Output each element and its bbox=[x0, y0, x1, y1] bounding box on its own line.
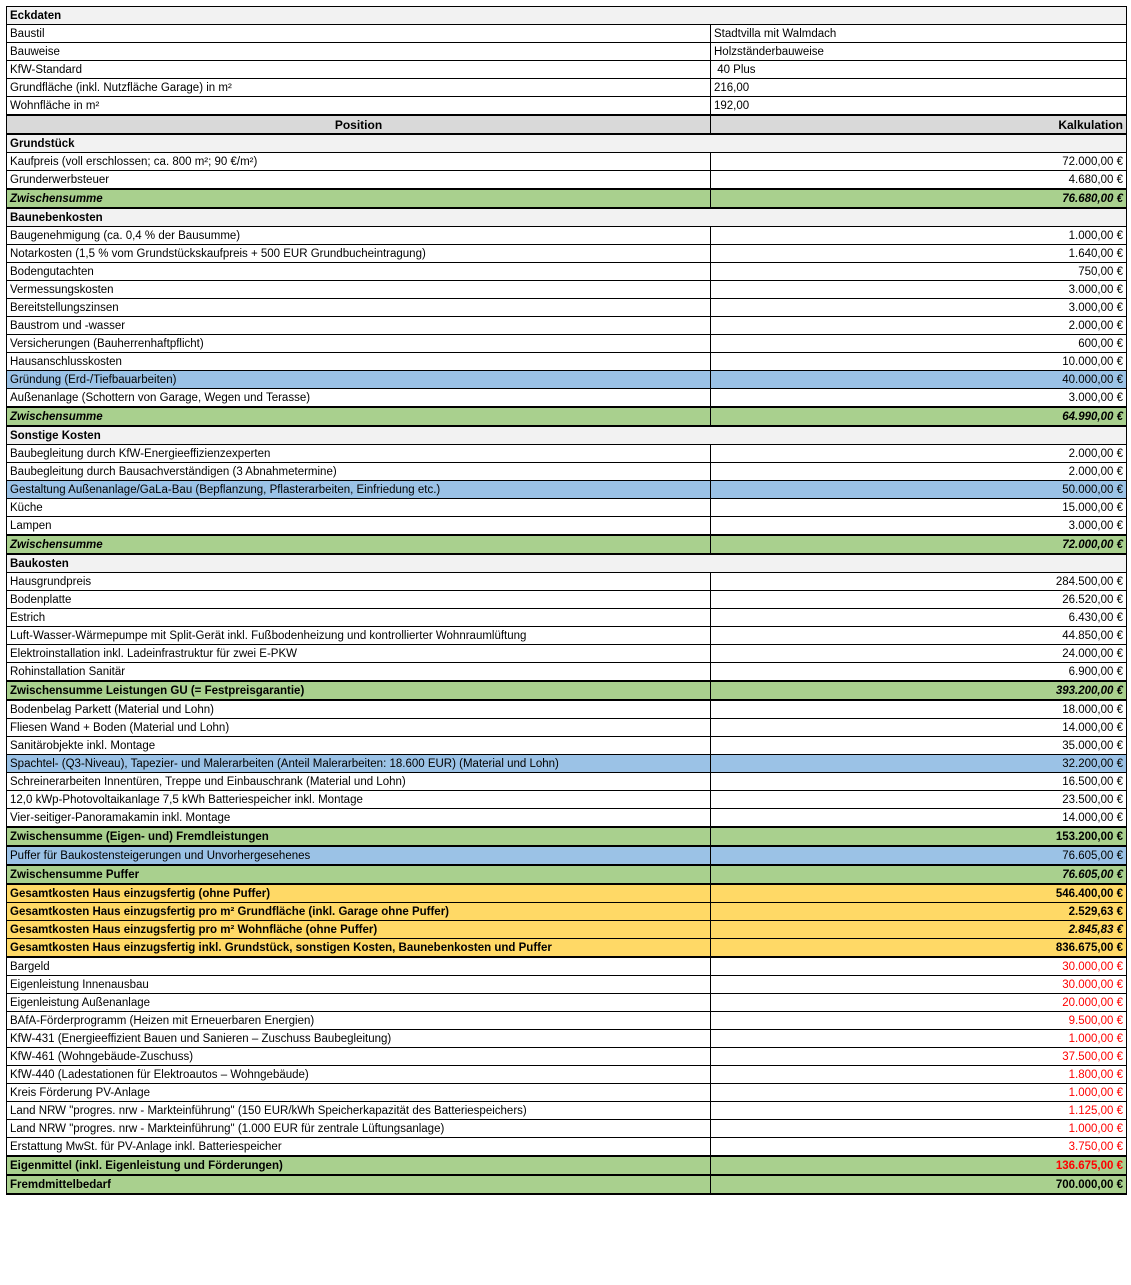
cell-label: Küche bbox=[7, 499, 711, 517]
cell-value: 600,00 € bbox=[711, 335, 1127, 353]
column-header-position: Position bbox=[7, 115, 711, 134]
cell-value: 18.000,00 € bbox=[711, 700, 1127, 719]
table-row bbox=[7, 1102, 1127, 1120]
table-row bbox=[7, 389, 1127, 408]
cell-value: 3.000,00 € bbox=[711, 281, 1127, 299]
cell-label: Schreinerarbeiten Innentüren, Treppe und Einbauschrank (Material und Lohn) bbox=[7, 773, 711, 791]
table-row bbox=[7, 663, 1127, 682]
cost-calculation-table bbox=[6, 6, 1127, 1195]
total-row bbox=[7, 884, 1127, 903]
table-row bbox=[7, 97, 1127, 116]
cell-value: 1.000,00 € bbox=[711, 227, 1127, 245]
cell-label: Baustrom und -wasser bbox=[7, 317, 711, 335]
cell-label: Erstattung MwSt. für PV-Anlage inkl. Batteriespeicher bbox=[7, 1138, 711, 1157]
cell-label: Baubegleitung durch Bausachverständigen (3 Abnahmetermine) bbox=[7, 463, 711, 481]
table-row bbox=[7, 737, 1127, 755]
table-row bbox=[7, 171, 1127, 190]
cell-label: Bodenplatte bbox=[7, 591, 711, 609]
eigenmittel-total-row bbox=[7, 1156, 1127, 1175]
cell-label: Eigenleistung Außenanlage bbox=[7, 994, 711, 1012]
total-label: Gesamtkosten Haus einzugsfertig pro m² Wohnfläche (ohne Puffer) bbox=[7, 921, 711, 939]
cell-label: Land NRW "progres. nrw - Markteinführung" (150 EUR/kWh Speicherkapazität des Batteriespeichers) bbox=[7, 1102, 711, 1120]
cell-value: 2.000,00 € bbox=[711, 445, 1127, 463]
subtotal-label: Zwischensumme bbox=[7, 189, 711, 208]
cell-value: 3.750,00 € bbox=[711, 1138, 1127, 1157]
cell-value: 1.000,00 € bbox=[711, 1084, 1127, 1102]
cell-value: 284.500,00 € bbox=[711, 573, 1127, 591]
total-value: 2.845,83 € bbox=[711, 921, 1127, 939]
table-row bbox=[7, 1012, 1127, 1030]
cell-value: Stadtvilla mit Walmdach bbox=[711, 25, 1127, 43]
table-row bbox=[7, 463, 1127, 481]
table-row bbox=[7, 1048, 1127, 1066]
fremdmittel-value: 700.000,00 € bbox=[711, 1175, 1127, 1194]
subtotal-label: Zwischensumme bbox=[7, 535, 711, 554]
subtotal-row bbox=[7, 535, 1127, 554]
cell-label: Vermessungskosten bbox=[7, 281, 711, 299]
table-row bbox=[7, 245, 1127, 263]
table-row-highlighted bbox=[7, 371, 1127, 389]
cell-label: Luft-Wasser-Wärmepumpe mit Split-Gerät inkl. Fußbodenheizung und kontrollierter Wohnraumlüftung bbox=[7, 627, 711, 645]
subtotal-value: 64.990,00 € bbox=[711, 407, 1127, 426]
cell-label: Puffer für Baukostensteigerungen und Unvorhergesehenes bbox=[7, 846, 711, 865]
subtotal-value: 393.200,00 € bbox=[711, 681, 1127, 700]
subtotal-label: Zwischensumme Leistungen GU (= Festpreisgarantie) bbox=[7, 681, 711, 700]
table-row bbox=[7, 1138, 1127, 1157]
table-row bbox=[7, 719, 1127, 737]
table-row bbox=[7, 353, 1127, 371]
section-header-sonstige bbox=[7, 426, 1127, 445]
cell-value: 3.000,00 € bbox=[711, 517, 1127, 536]
cell-label: Fliesen Wand + Boden (Material und Lohn) bbox=[7, 719, 711, 737]
cell-value: 26.520,00 € bbox=[711, 591, 1127, 609]
cell-label: Grunderwerbsteuer bbox=[7, 171, 711, 190]
total-label: Gesamtkosten Haus einzugsfertig (ohne Puffer) bbox=[7, 884, 711, 903]
cell-value: 216,00 bbox=[711, 79, 1127, 97]
total-value: 2.529,63 € bbox=[711, 903, 1127, 921]
cell-value: 1.640,00 € bbox=[711, 245, 1127, 263]
subtotal-row bbox=[7, 189, 1127, 208]
table-row bbox=[7, 227, 1127, 245]
table-row bbox=[7, 609, 1127, 627]
cell-label: Baustil bbox=[7, 25, 711, 43]
subtotal-value: 76.680,00 € bbox=[711, 189, 1127, 208]
cell-value: 32.200,00 € bbox=[711, 755, 1127, 773]
subtotal-value: 72.000,00 € bbox=[711, 535, 1127, 554]
cell-label: Baubegleitung durch KfW-Energieeffizienzexperten bbox=[7, 445, 711, 463]
table-row bbox=[7, 153, 1127, 171]
table-row bbox=[7, 281, 1127, 299]
table-row bbox=[7, 591, 1127, 609]
section-header-grundstueck bbox=[7, 134, 1127, 153]
total-value: 546.400,00 € bbox=[711, 884, 1127, 903]
cell-value: 76.605,00 € bbox=[711, 846, 1127, 865]
table-row bbox=[7, 976, 1127, 994]
section-header-baukosten bbox=[7, 554, 1127, 573]
table-row bbox=[7, 445, 1127, 463]
table-row bbox=[7, 791, 1127, 809]
cell-value: 750,00 € bbox=[711, 263, 1127, 281]
cell-label: KfW-440 (Ladestationen für Elektroautos – Wohngebäude) bbox=[7, 1066, 711, 1084]
table-row bbox=[7, 957, 1127, 976]
cell-value: 1.125,00 € bbox=[711, 1102, 1127, 1120]
column-header-row bbox=[7, 115, 1127, 134]
subtotal-row bbox=[7, 407, 1127, 426]
cell-value: Holzständerbauweise bbox=[711, 43, 1127, 61]
cell-value: 35.000,00 € bbox=[711, 737, 1127, 755]
cell-label: Wohnfläche in m² bbox=[7, 97, 711, 116]
table-row bbox=[7, 299, 1127, 317]
section-header-baunebenkosten bbox=[7, 208, 1127, 227]
cell-label: Kreis Förderung PV-Anlage bbox=[7, 1084, 711, 1102]
cell-label: Bereitstellungszinsen bbox=[7, 299, 711, 317]
cell-label: KfW-461 (Wohngebäude-Zuschuss) bbox=[7, 1048, 711, 1066]
table-row bbox=[7, 994, 1127, 1012]
cell-label: Notarkosten (1,5 % vom Grundstückskaufpreis + 500 EUR Grundbucheintragung) bbox=[7, 245, 711, 263]
table-row bbox=[7, 573, 1127, 591]
cell-label: Land NRW "progres. nrw - Markteinführung" (1.000 EUR für zentrale Lüftungsanlage) bbox=[7, 1120, 711, 1138]
column-header-kalkulation: Kalkulation bbox=[711, 115, 1127, 134]
cell-label: Kaufpreis (voll erschlossen; ca. 800 m²; 90 €/m²) bbox=[7, 153, 711, 171]
eigenmittel-value: 136.675,00 € bbox=[711, 1156, 1127, 1175]
subtotal-value: 153.200,00 € bbox=[711, 827, 1127, 846]
subtotal-row bbox=[7, 681, 1127, 700]
cell-value: 23.500,00 € bbox=[711, 791, 1127, 809]
cell-value: 20.000,00 € bbox=[711, 994, 1127, 1012]
table-row bbox=[7, 1120, 1127, 1138]
cell-label: 12,0 kWp-Photovoltaikanlage 7,5 kWh Batteriespeicher inkl. Montage bbox=[7, 791, 711, 809]
puffer-row bbox=[7, 846, 1127, 865]
fremdmittel-row bbox=[7, 1175, 1127, 1194]
cell-value: 14.000,00 € bbox=[711, 719, 1127, 737]
cell-value: 24.000,00 € bbox=[711, 645, 1127, 663]
table-row bbox=[7, 43, 1127, 61]
table-row-highlighted bbox=[7, 755, 1127, 773]
subtotal-label: Zwischensumme Puffer bbox=[7, 865, 711, 884]
table-row bbox=[7, 25, 1127, 43]
cell-value: 14.000,00 € bbox=[711, 809, 1127, 828]
cell-value: 30.000,00 € bbox=[711, 976, 1127, 994]
table-row bbox=[7, 700, 1127, 719]
cell-value: 3.000,00 € bbox=[711, 389, 1127, 408]
cell-value: 40 Plus bbox=[711, 61, 1127, 79]
cell-label: Bargeld bbox=[7, 957, 711, 976]
table-row bbox=[7, 645, 1127, 663]
cell-value: 3.000,00 € bbox=[711, 299, 1127, 317]
section-title: Sonstige Kosten bbox=[7, 426, 1127, 445]
cell-label: Eigenleistung Innenausbau bbox=[7, 976, 711, 994]
total-row bbox=[7, 903, 1127, 921]
cell-value: 1.000,00 € bbox=[711, 1120, 1127, 1138]
cell-label: Bodenbelag Parkett (Material und Lohn) bbox=[7, 700, 711, 719]
subtotal-value: 76.605,00 € bbox=[711, 865, 1127, 884]
cell-label: Hausgrundpreis bbox=[7, 573, 711, 591]
cell-label: Versicherungen (Bauherrenhaftpflicht) bbox=[7, 335, 711, 353]
table-row bbox=[7, 79, 1127, 97]
cell-value: 192,00 bbox=[711, 97, 1127, 116]
cell-label: Rohinstallation Sanitär bbox=[7, 663, 711, 682]
cell-value: 30.000,00 € bbox=[711, 957, 1127, 976]
cell-value: 2.000,00 € bbox=[711, 463, 1127, 481]
table-row bbox=[7, 1066, 1127, 1084]
subtotal-label: Zwischensumme (Eigen- und) Fremdleistungen bbox=[7, 827, 711, 846]
section-title: Grundstück bbox=[7, 134, 1127, 153]
eigenmittel-label: Eigenmittel (inkl. Eigenleistung und Förderungen) bbox=[7, 1156, 711, 1175]
cell-label: Spachtel- (Q3-Niveau), Tapezier- und Malerarbeiten (Anteil Malerarbeiten: 18.600 EUR) (Material und Lohn) bbox=[7, 755, 711, 773]
cell-label: Außenanlage (Schottern von Garage, Wegen und Terasse) bbox=[7, 389, 711, 408]
cell-label: Sanitärobjekte inkl. Montage bbox=[7, 737, 711, 755]
cell-label: KfW-431 (Energieeffizient Bauen und Sanieren – Zuschuss Baubegleitung) bbox=[7, 1030, 711, 1048]
table-row bbox=[7, 499, 1127, 517]
cell-value: 4.680,00 € bbox=[711, 171, 1127, 190]
cell-label: Gestaltung Außenanlage/GaLa-Bau (Bepflanzung, Pflasterarbeiten, Einfriedung etc.) bbox=[7, 481, 711, 499]
cell-value: 37.500,00 € bbox=[711, 1048, 1127, 1066]
eckdaten-header bbox=[7, 7, 1127, 25]
cell-value: 1.800,00 € bbox=[711, 1066, 1127, 1084]
cell-label: Lampen bbox=[7, 517, 711, 536]
table-row bbox=[7, 773, 1127, 791]
table-row bbox=[7, 317, 1127, 335]
cell-label: Hausanschlusskosten bbox=[7, 353, 711, 371]
table-row-highlighted bbox=[7, 481, 1127, 499]
table-row bbox=[7, 1030, 1127, 1048]
table-row bbox=[7, 809, 1127, 828]
table-row bbox=[7, 61, 1127, 79]
cell-value: 2.000,00 € bbox=[711, 317, 1127, 335]
cell-label: Grundfläche (inkl. Nutzfläche Garage) in m² bbox=[7, 79, 711, 97]
table-row bbox=[7, 1084, 1127, 1102]
cell-label: Baugenehmigung (ca. 0,4 % der Bausumme) bbox=[7, 227, 711, 245]
section-title: Baunebenkosten bbox=[7, 208, 1127, 227]
cell-label: BAfA-Förderprogramm (Heizen mit Erneuerbaren Energien) bbox=[7, 1012, 711, 1030]
table-row bbox=[7, 627, 1127, 645]
total-row bbox=[7, 939, 1127, 958]
cell-value: 1.000,00 € bbox=[711, 1030, 1127, 1048]
table-row bbox=[7, 263, 1127, 281]
table-row bbox=[7, 335, 1127, 353]
subtotal-row bbox=[7, 865, 1127, 884]
cell-value: 9.500,00 € bbox=[711, 1012, 1127, 1030]
cell-value: 6.900,00 € bbox=[711, 663, 1127, 682]
cell-value: 40.000,00 € bbox=[711, 371, 1127, 389]
subtotal-label: Zwischensumme bbox=[7, 407, 711, 426]
section-title: Baukosten bbox=[7, 554, 1127, 573]
eckdaten-title: Eckdaten bbox=[7, 7, 1127, 25]
cell-label: Bodengutachten bbox=[7, 263, 711, 281]
total-value: 836.675,00 € bbox=[711, 939, 1127, 958]
cell-value: 44.850,00 € bbox=[711, 627, 1127, 645]
cell-label: Bauweise bbox=[7, 43, 711, 61]
subtotal-row bbox=[7, 827, 1127, 846]
cell-value: 16.500,00 € bbox=[711, 773, 1127, 791]
cell-label: Estrich bbox=[7, 609, 711, 627]
cell-label: Vier-seitiger-Panoramakamin inkl. Montage bbox=[7, 809, 711, 828]
total-row bbox=[7, 921, 1127, 939]
fremdmittel-label: Fremdmittelbedarf bbox=[7, 1175, 711, 1194]
cell-label: Elektroinstallation inkl. Ladeinfrastruktur für zwei E-PKW bbox=[7, 645, 711, 663]
cell-value: 6.430,00 € bbox=[711, 609, 1127, 627]
cell-value: 15.000,00 € bbox=[711, 499, 1127, 517]
table-row bbox=[7, 517, 1127, 536]
cell-value: 72.000,00 € bbox=[711, 153, 1127, 171]
cell-label: KfW-Standard bbox=[7, 61, 711, 79]
cell-label: Gründung (Erd-/Tiefbauarbeiten) bbox=[7, 371, 711, 389]
total-label: Gesamtkosten Haus einzugsfertig pro m² Grundfläche (inkl. Garage ohne Puffer) bbox=[7, 903, 711, 921]
cell-value: 10.000,00 € bbox=[711, 353, 1127, 371]
cell-value: 50.000,00 € bbox=[711, 481, 1127, 499]
total-label: Gesamtkosten Haus einzugsfertig inkl. Grundstück, sonstigen Kosten, Baunebenkosten und Puffer bbox=[7, 939, 711, 958]
